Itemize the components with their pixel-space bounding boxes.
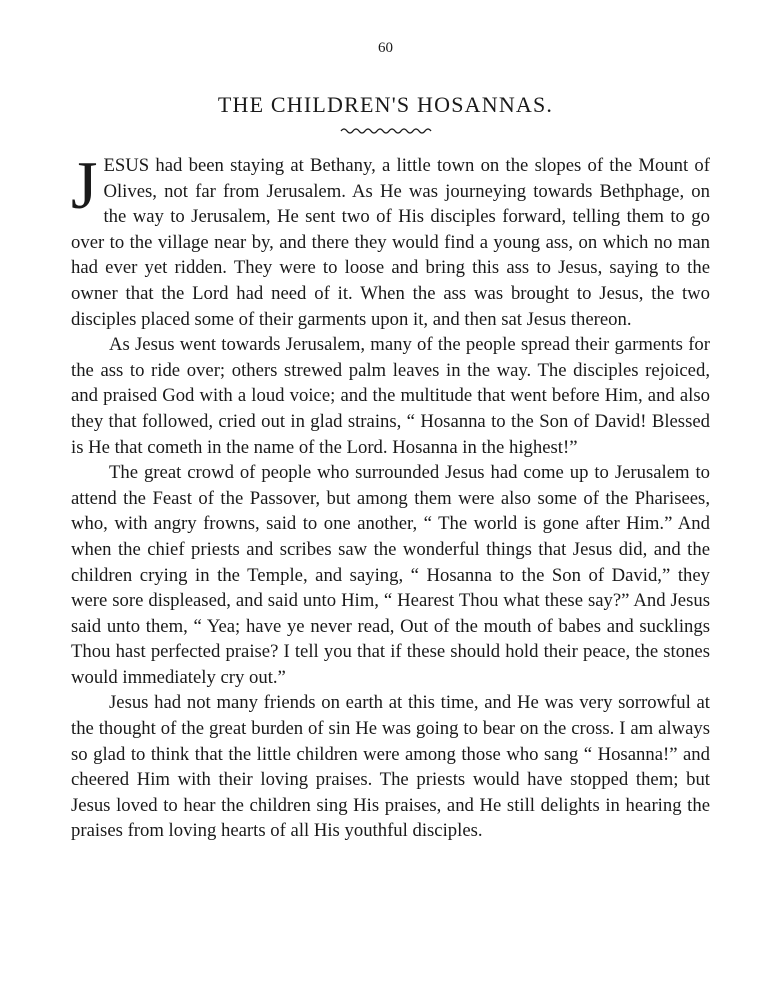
paragraph-3: The great crowd of people who surrounded Jesus had come up to Jerusalem to attend the Feast of the Passover, but among them were also some of the Pharisees, who, with angry frowns, said to one another, “ The world is gone after Him.” And when the chief priests and scribes saw the wonderful things that Jesus did, and the children crying in the Temple, and saying, “ Hosanna to the Son of David,” they were sore displeased, and said unto Him, “ Hearest Thou what these say?” And Jesus said unto them, “ Yea; have ye never read, Out of the mouth of babes and sucklings Thou hast perfected praise? I tell you that if these should hold their peace, the stones would immediately cry out.”	[71, 462, 710, 688]
drop-cap: J	[71, 147, 98, 223]
paragraph-1-text: ESUS had been staying at Bethany, a little town on the slopes of the Mount of Olives, not far from Jerusalem. As He was journeying towards Bethphage, on the way to Jerusalem, He sent two of His disciples forward, telling them to go over to the village near by, and there they would find a young ass, on which no man had ever yet ridden. They were to loose and bring this ass to Jesus, saying to the owner that the Lord had need of it. When the ass was brought to Jesus, the two disciples placed some of their garments upon it, and then sat Jesus thereon.	[71, 155, 710, 330]
paragraph-4: Jesus had not many friends on earth at this time, and He was very sorrowful at the thought of the great burden of sin He was going to bear on the cross. I am always so glad to think that the little children were among those who sang “ Hosanna!” and cheered Him with their loving praises. The priests would have stopped them; but Jesus loved to hear the children sing His praises, and He still delights in hearing the praises from loving hearts of all His youthful disciples.	[71, 692, 710, 842]
page-title: THE CHILDREN'S HOSANNAS.	[217, 92, 554, 117]
article-body	[71, 147, 710, 844]
title-ornament	[340, 126, 434, 136]
paragraph-2: As Jesus went towards Jerusalem, many of the people spread their garments for the ass to ride over; others strewed palm leaves in the way. The disciples rejoiced, and praised God with a loud voice; and the multitude that went before Him, and also they that followed, cried out in glad strains, “ Hosanna to the Son of David! Blessed is He that cometh in the name of the Lord. Hosanna in the highest!”	[71, 334, 710, 458]
paragraph-1	[71, 147, 710, 332]
page-number: 60	[378, 40, 393, 56]
